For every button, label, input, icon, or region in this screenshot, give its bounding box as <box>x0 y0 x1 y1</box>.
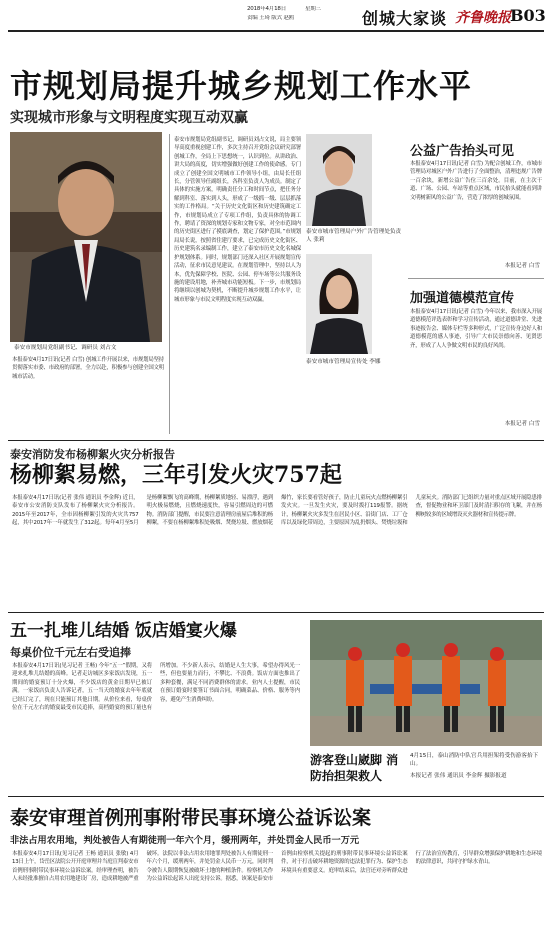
section-rule-3 <box>8 796 544 797</box>
lead-photo-caption: 泰安市规划局党组副书记、调研员 刘占文 <box>14 345 117 351</box>
masthead-bar <box>0 0 550 34</box>
rescue-caption: 4月15日，泰山消防中队官兵用担架将受伤游客抬下山。 <box>410 753 539 768</box>
lead-headline: 市规划局提升城乡规划工作水平 <box>10 67 473 105</box>
ad-morals-divider <box>408 278 544 279</box>
portrait-woman-1-image <box>306 134 372 226</box>
rescue-signature: 本报记者 张伟 通讯员 李金辉 摄影报道 <box>410 773 507 779</box>
header-rule <box>8 30 544 32</box>
morals-body: 本报泰安4月17日讯(记者 白雪) 今年以来，我市深入开展道德模范评选表彰和学习宣传活动，通过道德讲堂、先进事迹报告会、媒体专栏等多种形式，广泛宣传身边好人和道德模范的感人事迹，引导广大市民崇德向善、见贤思齐，形成了人人争做文明市民的良好风尚。 <box>410 309 542 349</box>
ad-photo-1-caption: 泰安市城市管理局户外广告管理处负责人 张莉 <box>306 229 402 244</box>
lead-intro: 本报泰安4月17日讯(记者 白雪) 创城工作开展以来，市规划局坚持贯彻落实市委、市政府的部署，全力以赴，积极参与创建全国文明城市活动。 <box>12 357 164 380</box>
ad-photo-2-caption: 泰安市城市管理局宣传处 李娜 <box>306 359 381 365</box>
ad-portrait-photo-1 <box>306 134 372 226</box>
fire-body: 本报泰安4月17日讯(记者 张伟 通讯员 李金辉) 近日，泰安市公安消防支队发布了杨柳絮火灾分析报告。2015年至2017年，全市因杨柳絮引发的火灾共757起，其中2017年一年就发生了312起。每年4月至5月是杨柳絮飘飞的高峰期，杨柳絮质地轻、易漂浮，遇到明火极易燃烧，且燃烧速度快，容易引燃周边的可燃物。消防部门提醒，市民要注意清理房前屋后堆积的杨柳絮，不要在杨柳絮堆积处吸烟、焚烧垃圾、燃放烟花爆竹，家长要看管好孩子，防止儿童玩火点燃杨柳絮引发火灾。一旦发生火灾，要及时拨打119报警。据统计，杨柳絮火灾多发生在居民小区、沿街门店、工厂仓库以及绿化带周边，主要原因为乱扔烟头、焚烧垃圾和儿童玩火。消防部门已组织力量对重点区域开展隐患排查，督促物业和环卫部门及时清扫积存的飞絮，并在杨柳树较多的区域增设灭火器材和宣传提示牌。 <box>12 495 542 527</box>
page-number: B03 <box>510 6 546 25</box>
portrait-man-image <box>10 132 162 342</box>
ad-signature: 本报记者 白雪 <box>504 263 540 269</box>
morals-headline: 加强道德模范宣传 <box>410 291 515 306</box>
morals-signature: 本报记者 白雪 <box>504 421 540 427</box>
ad-portrait-photo-2 <box>306 254 372 354</box>
section-rule-2 <box>8 612 544 613</box>
portrait-woman-2-image <box>306 254 372 354</box>
section-rule-1 <box>8 440 544 441</box>
paper-logo: 齐鲁晚报 <box>455 10 511 26</box>
lead-portrait-photo <box>10 132 162 342</box>
ad-body: 本报泰安4月17日讯(记者 白雪) 为配合创城工作，市城市管理局对城区户外广告进行了全面整治，清理违规广告牌一百余块，新增公益广告位三百余处。目前，在主次干道、广场、公园、车站等重点区域，市民抬头就能看到讲文明树新风的公益广告，营造了浓厚的创城氛围。 <box>410 161 542 201</box>
page-editors: 责编 王琦 版式 赵鸥 <box>247 15 295 21</box>
rescue-headline: 游客登山崴脚 消防抬担架救人 <box>310 753 399 783</box>
lead-column-divider <box>169 134 170 434</box>
firefighters-stretcher-image <box>310 620 542 746</box>
court-body: 本报泰安4月17日讯(见习记者 王畅 通讯员 张敏) 4月13日上午，岱岳区法院公开开庭审理并当庭宣判泰安市首例刑事附带民事环境公益诉讼案。经审理查明，被告人未经批准擅自占用农用地建设厂房，造成耕地被严重破坏。法院以非法占用农用地罪判处被告人有期徒刑一年六个月，缓刑两年，并处罚金人民币一万元，同时判令被告人限期恢复被破坏土地的种植条件。检察机关作为公益诉讼起诉人出庭支持公诉。据悉，该案是泰安市首例由检察机关提起的刑事附带民事环境公益诉讼案件，对于打击破坏耕地资源的违法犯罪行为、保护生态环境具有重要意义。庭审结束后，法官还对旁听群众进行了法治宣传教育，引导群众增强保护耕地和生态环境的法律意识，共同守护绿水青山。 <box>12 851 542 883</box>
issue-weekday: 星期三 <box>305 6 321 12</box>
wedding-subhead: 每桌价位千元左右受追捧 <box>10 646 131 659</box>
court-subhead: 非法占用农用地，判处被告人有期徒刑一年六个月，缓刑两年，并处罚金人民币一万元 <box>10 835 360 846</box>
lead-subhead: 实现城市形象与文明程度实现互动双赢 <box>10 110 248 126</box>
column-name: 创城大家谈 <box>362 9 448 28</box>
fire-kicker: 泰安消防发布杨柳絮火灾分析报告 <box>10 448 175 461</box>
issue-date: 2018年4月18日 <box>247 6 286 12</box>
rescue-photo <box>310 620 542 746</box>
wedding-headline: 五一扎堆儿结婚 饭店婚宴火爆 <box>10 621 237 641</box>
wedding-body: 本报泰安4月17日讯(见习记者 王畅) 今年“五一”假期，又将迎来扎堆儿结婚的高峰。记者走访城区多家饭店发现，五一期间的婚宴预订十分火爆，不少饭店的黄金日期早已被订满。一家饭店负责人告诉记者，五一当天的婚宴去年年底就已经订完了，现在只能预订其他日期。从价位来看，每桌价位在千元左右的婚宴最受市民追捧，高档婚宴的预订量也有所增加。不少新人表示，结婚是人生大事，希望办得风光一些，但也要量力而行，不攀比、不浪费。饭店方面也推出了多种套餐，满足不同消费群体的需求。业内人士提醒，市民在预订婚宴时要签订书面合同，明确菜品、价格、服务等内容，避免产生消费纠纷。 <box>12 663 300 712</box>
court-headline: 泰安审理首例刑事附带民事环境公益诉讼案 <box>10 807 372 829</box>
ad-headline: 公益广告抬头可见 <box>410 144 515 159</box>
fire-headline: 杨柳絮易燃，三年引发火灾757起 <box>10 462 342 488</box>
lead-body: 泰安市规划局党组副书记，调研员刘占文说，局主要领导高度重视创建工作，多次主持召开党组会议研究部署创城工作，全局上下思想统一，认识到位。从讲政治、讲大局的高度，切实增强做好创建工作的使命感。专门成立了创建全国文明城市工作领导小组，由局长任组长，分管领导任副组长，各科室负责人为成员。制定了具体的实施方案，明确责任分工和时间节点，把任务分解到科室、落实到人头，形成了一级抓一级、层层抓落实的工作格局。“关于历史文化街区和历史建筑确定工作，市规划局成立了专项工作组，负责具体的协调工作，聘请了资深的规划专家和文物专家，对全市范围内的历史街区进行了摸底调查，划定了保护范围。”市规划局局长说，按照省住建厅要求，已完成历史文化街区、历史建筑名录编制工作，建立了泰安市历史文化名城保护规划体系。同时，规划部门还深入社区开展规划宣传活动，征求市民意见建议。在规划管理中，坚持以人为本，优先保障学校、医院、公园、停车场等公共服务设施的建设用地，补齐城市功能短板。下一步，市规划局将继续以创城为契机，不断提升城乡规划工作水平，让城市形象与市民文明程度实现互动双赢。 <box>174 137 301 303</box>
